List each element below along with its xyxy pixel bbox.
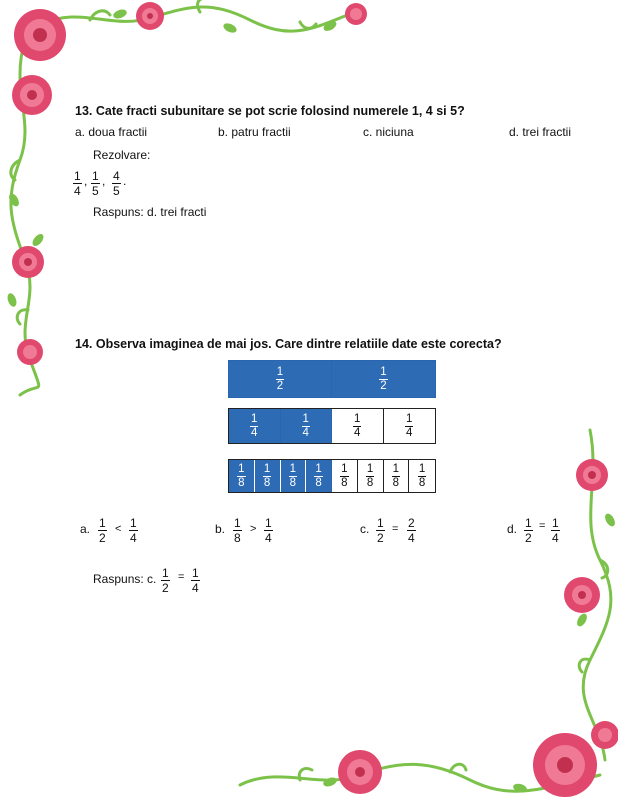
bar-cell: $\frac{1}{4}$ [281, 409, 333, 443]
q13-answer: Raspuns: d. trei fracti [93, 205, 207, 219]
bar-cell: $\frac{1}{8}$ [358, 460, 384, 492]
fraction-right: $\frac{1}{4}$ [130, 516, 137, 545]
q14-title: 14. Observa imaginea de mai jos. Care dintre relatiile date este corecta? [75, 337, 502, 351]
bar-cell: $\frac{1}{8}$ [306, 460, 332, 492]
q13-fraction-3: $\frac{4}{5}$ [113, 169, 120, 198]
option-label: b. [215, 522, 226, 536]
option-label: c. [360, 522, 370, 536]
q13-option-d[interactable]: d. trei fractii [509, 125, 572, 139]
relation-symbol: = [392, 523, 399, 535]
bar-cell: $\frac{1}{8}$ [332, 460, 358, 492]
fraction-right: $\frac{2}{4}$ [408, 516, 415, 545]
bar-cell: $\frac{1}{8}$ [255, 460, 281, 492]
q13-fraction-sep: , [102, 174, 106, 188]
option-label: a. [80, 522, 91, 536]
bar-cell: $\frac{1}{8}$ [229, 460, 255, 492]
q13-option-b[interactable]: b. patru fractii [218, 125, 291, 139]
q13-resolution-label: Rezolvare: [93, 148, 151, 162]
q13-fraction-sep: , [84, 174, 88, 188]
option-label: d. [507, 522, 518, 536]
fraction-bar-halves [228, 360, 436, 398]
bar-cell: $\frac{1}{4}$ [384, 409, 436, 443]
q13-option-c[interactable]: c. niciuna [363, 125, 414, 139]
fraction-bar-quarters [228, 408, 436, 444]
q13-fraction-sep: . [123, 174, 127, 188]
fraction-left: $\frac{1}{2}$ [99, 516, 106, 545]
bar-cell: $\frac{1}{8}$ [384, 460, 410, 492]
bar-cell: $\frac{1}{2}$ [332, 361, 435, 397]
q13-fraction-2: $\frac{1}{5}$ [92, 169, 99, 198]
answer-label: Raspuns: c. [93, 572, 157, 586]
fraction-right: $\frac{1}{4}$ [265, 516, 272, 545]
relation-symbol: < [115, 523, 122, 535]
bar-cell: $\frac{1}{8}$ [281, 460, 307, 492]
q13-fraction-1: $\frac{1}{4}$ [74, 169, 81, 198]
q13-title: 13. Cate fracti subunitare se pot scrie folosind numerele 1, 4 si 5? [75, 104, 465, 118]
q13-option-a[interactable]: a. doua fractii [75, 125, 148, 139]
fraction-left: $\frac{1}{2}$ [525, 516, 532, 545]
relation-symbol: = [178, 571, 185, 583]
bar-cell: $\frac{1}{4}$ [229, 409, 281, 443]
fraction-left: $\frac{1}{2}$ [377, 516, 384, 545]
bar-cell: $\frac{1}{8}$ [409, 460, 435, 492]
fraction-left: $\frac{1}{2}$ [162, 566, 169, 595]
fraction-right: $\frac{1}{4}$ [192, 566, 199, 595]
fraction-bar-eighths [228, 459, 436, 493]
bar-cell: $\frac{1}{4}$ [332, 409, 384, 443]
fraction-left: $\frac{1}{8}$ [234, 516, 241, 545]
relation-symbol: > [250, 523, 257, 535]
relation-symbol: = [539, 520, 546, 532]
bar-cell: $\frac{1}{2}$ [229, 361, 332, 397]
fraction-right: $\frac{1}{4}$ [552, 516, 559, 545]
